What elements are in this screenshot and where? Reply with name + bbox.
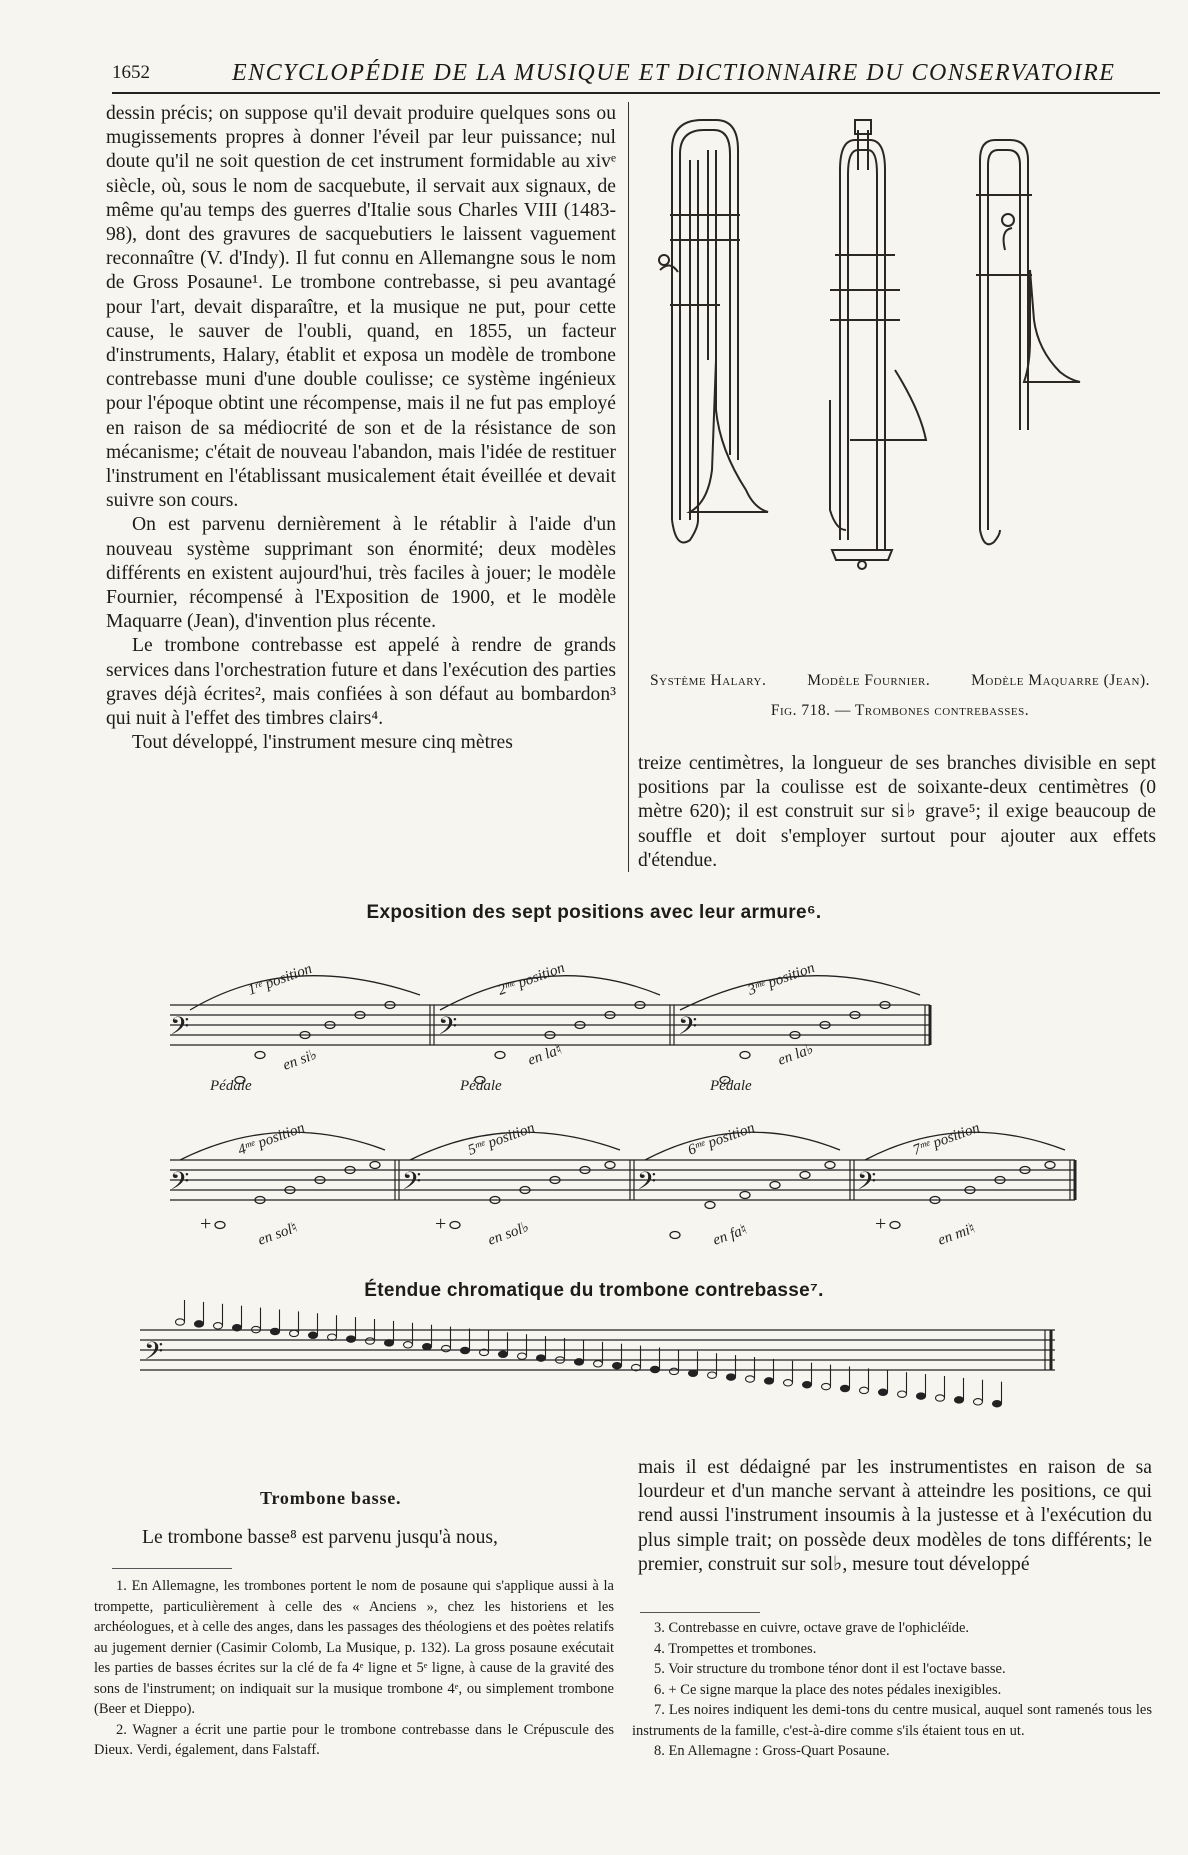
- section-title: Trombone basse.: [260, 1488, 402, 1508]
- position-label: 2ᵐᵉ position: [495, 959, 567, 999]
- range-note: [917, 1393, 926, 1399]
- range-note: [651, 1366, 660, 1372]
- figure-labels: [650, 672, 1150, 690]
- svg-text:𝄢: 𝄢: [857, 1168, 877, 1201]
- paragraph: mais il est dédaigné par les instrumentistes en raison de sa lourdeur et d'un manche servant à atteindre les positions, ce qui rend aussi l'instrument insoumis à la justesse et à l'exécution du plus simple trait; on possède deux modèles de tons différents; le premier, construit sur sol♭, mesure tout développé: [638, 1457, 1152, 1575]
- position-label: 5ᵐᵉ position: [465, 1119, 537, 1159]
- column-divider: [628, 102, 629, 872]
- footnote-rule: [112, 1568, 232, 1569]
- paragraph: dessin précis; on suppose qu'il devait produire quelques sons ou mugissements propres à donner l'éveil par leur puissance; nul doute qu'il ne soit question de cet instrument formidable au xivᵉ siècle, où, sous le nom de sacquebute, il servait aux signaux, de même qu'au temps des guerres d'Italie sous Charles VIII (1483-98), dont des gravures de sacquebutiers le laissent vaguement reconnaître (V. d'Indy). Il fut connu en Allemangne sous le nom de Gross Posaune¹. Le trombone contrebasse, si peu avantagé pour l'art, devait disparaître, et la musique ne put, pour cette cause, le sauver de l'oubli, quand, en 1855, un facteur d'instruments, Halary, établit et exposa un modèle de trombone contrebasse muni d'une double coulisse; ce système ingénieux pour l'époque obtint une récompense, mais il ne fut pas employé en raison de sa médiocrité de son et de la résistance de son mécanisme; c'était de nouveau l'abandon, mais l'idée de restituer l'instrument en l'établissant musicalement était éveillée et devait suivre son cours.: [106, 103, 616, 512]
- range-note: [214, 1323, 223, 1329]
- range-note: [290, 1330, 299, 1336]
- position-key: en la♮: [525, 1041, 565, 1069]
- range-note: [822, 1383, 831, 1389]
- position-key: en sol♭: [485, 1219, 532, 1249]
- position-label: 4ᵐᵉ position: [235, 1119, 307, 1159]
- svg-text:𝄢: 𝄢: [438, 1013, 458, 1046]
- footnotes-left: [94, 1576, 614, 1761]
- range-note: [898, 1391, 907, 1397]
- pedale-label: Pédale: [210, 1078, 252, 1094]
- svg-text:𝄢: 𝄢: [170, 1013, 190, 1046]
- range-note: [879, 1389, 888, 1395]
- figure-label-maquarre: Modèle Maquarre (Jean).: [971, 672, 1150, 689]
- page-number: 1652: [112, 62, 150, 83]
- halary-trombone-drawing: [659, 120, 768, 543]
- figure-label-halary: Système Halary.: [650, 672, 767, 689]
- position-key: en fa♮: [710, 1221, 750, 1249]
- range-note: [594, 1361, 603, 1367]
- position-label: 1ʳᵉ position: [245, 960, 315, 999]
- svg-text:+: +: [875, 1213, 887, 1235]
- position-key: en si♭: [280, 1046, 320, 1074]
- range-note: [746, 1376, 755, 1382]
- range-note: [670, 1368, 679, 1374]
- range-note: [271, 1328, 280, 1334]
- footnote: 5. Voir structure du trombone ténor dont il est l'octave basse.: [654, 1661, 1006, 1677]
- svg-text:+: +: [200, 1213, 212, 1235]
- range-note: [309, 1332, 318, 1338]
- footnote-rule: [640, 1612, 760, 1613]
- position-key: en la♭: [775, 1041, 816, 1069]
- etendue-heading: Étendue chromatique du trombone contrebasse⁷.: [364, 1280, 824, 1301]
- footnote: 2. Wagner a écrit une partie pour le trombone contrebasse dans le Crépuscule des Dieux. Verdi, également, dans Falstaff.: [94, 1721, 614, 1758]
- position-label: 7ᵐᵉ position: [910, 1119, 982, 1159]
- range-note: [974, 1399, 983, 1405]
- section-right-text: [638, 1456, 1152, 1577]
- range-note: [860, 1387, 869, 1393]
- position-key: en mi♮: [935, 1220, 978, 1249]
- paragraph: Le trombone basse⁸ est parvenu jusqu'à nous,: [142, 1527, 498, 1548]
- range-note: [708, 1372, 717, 1378]
- maquarre-trombone-drawing: [976, 140, 1080, 544]
- range-note: [803, 1382, 812, 1388]
- range-note: [689, 1370, 698, 1376]
- range-note: [993, 1401, 1002, 1407]
- range-note: [423, 1344, 432, 1350]
- paragraph: Le trombone contrebasse est appelé à rendre de grands services dans l'orchestration future et dans l'exécution des parties graves déjà écrites², mais confiées à son défaut au bombardon³ qui nuit à l'effet des timbres clairs⁴.: [106, 635, 616, 730]
- footnote: 8. En Allemagne : Gross-Quart Posaune.: [654, 1743, 890, 1759]
- range-note: [765, 1378, 774, 1384]
- running-title: ENCYCLOPÉDIE DE LA MUSIQUE ET DICTIONNAIRE DU CONSERVATOIRE: [232, 60, 1116, 86]
- range-note: [537, 1355, 546, 1361]
- range-note: [366, 1338, 375, 1344]
- svg-text:𝄢: 𝄢: [402, 1168, 422, 1201]
- footnote: 7. Les noires indiquent les demi-tons du centre musical, auquel sont ramenés tous les instruments de la famille, c'est-à-dire comme s'ils étaient tous en ut.: [632, 1702, 1152, 1739]
- svg-text:𝄢: 𝄢: [678, 1013, 698, 1046]
- range-note: [385, 1340, 394, 1346]
- position-key: en sol♮: [255, 1219, 300, 1249]
- range-note: [518, 1353, 527, 1359]
- figure-caption: Fig. 718. — Trombones contrebasses.: [770, 702, 1030, 719]
- range-note: [613, 1363, 622, 1369]
- range-note: [461, 1347, 470, 1353]
- range-note: [195, 1321, 204, 1327]
- staff-chromatic-range: [140, 1300, 1060, 1410]
- footnote: 1. En Allemagne, les trombones portent le nom de posaune qui s'applique aussi à la trompette, particulièrement à celle des « Anciens », chez les historiens et les archéologues, et à celle des anges, dans les passages des théologiens et des poètes relatifs au jugement dernier (Casimir Colomb, La Musique, p. 132). La gross posaune exécutait les parties de basses écrites sur la clé de fa 4ᵉ ligne et 5ᵉ ligne, à cause de la gravité des sons de l'instrument; on indiquait sur la musique trombone 4ᵉ, ou simplement trombone (Beer et Dieppo).: [94, 1578, 614, 1717]
- paragraph: treize centimètres, la longueur de ses branches divisible en sept positions par la coulisse est de soixante-deux centimètres (0 mètre 620); il est construit sur si♭ grave⁵; il exige beaucoup de souffle et doit s'employer surtout pour ajouter aux effets d'étendue.: [638, 753, 1156, 871]
- section-left-text: [116, 1526, 616, 1550]
- position-label: 6ᵐᵉ position: [685, 1119, 757, 1159]
- svg-text:𝄢: 𝄢: [170, 1168, 190, 1201]
- header-rule: [112, 92, 1160, 94]
- footnote: 6. + Ce signe marque la place des notes pédales inexigibles.: [654, 1681, 1002, 1698]
- left-column: [106, 102, 616, 755]
- trombones-illustration: [650, 110, 1150, 670]
- footnote: 3. Contrebasse en cuivre, octave grave de l'ophicléïde.: [654, 1620, 970, 1636]
- range-note: [841, 1385, 850, 1391]
- range-note: [784, 1380, 793, 1386]
- pedale-label: Pédale: [710, 1078, 752, 1094]
- range-note: [727, 1374, 736, 1380]
- range-note: [499, 1351, 508, 1357]
- range-note: [575, 1359, 584, 1365]
- range-note: [347, 1336, 356, 1342]
- positions-heading: Exposition des sept positions avec leur armure⁶.: [366, 902, 822, 923]
- range-note: [176, 1319, 185, 1325]
- svg-text:+: +: [435, 1213, 447, 1235]
- svg-text:𝄢: 𝄢: [144, 1338, 164, 1371]
- paragraph: On est parvenu dernièrement à le rétablir à l'aide d'un nouveau système supprimant son énormité; deux modèles différents en existent aujourd'hui, très faciles à jouer; le modèle Fournier, récompensé à l'Exposition de 1900, et le modèle Maquarre (Jean), d'invention plus récente.: [106, 514, 616, 633]
- fournier-trombone-drawing: [830, 120, 926, 569]
- range-note: [442, 1345, 451, 1351]
- range-note: [955, 1397, 964, 1403]
- staff-positions-4-7: [170, 1105, 1090, 1275]
- range-note: [233, 1325, 242, 1331]
- range-note: [936, 1395, 945, 1401]
- paragraph: Tout développé, l'instrument mesure cinq mètres: [132, 732, 513, 754]
- svg-text:𝄢: 𝄢: [637, 1168, 657, 1201]
- staff-positions-1-3: [170, 935, 1090, 1115]
- footnotes-right: [632, 1618, 1152, 1762]
- pedale-label: Pédale: [460, 1078, 502, 1094]
- right-column: [638, 752, 1156, 873]
- footnote: 4. Trompettes et trombones.: [654, 1640, 817, 1657]
- figure-label-fournier: Modèle Fournier.: [807, 672, 931, 689]
- range-note: [404, 1342, 413, 1348]
- position-label: 3ᵐᵉ position: [745, 959, 817, 999]
